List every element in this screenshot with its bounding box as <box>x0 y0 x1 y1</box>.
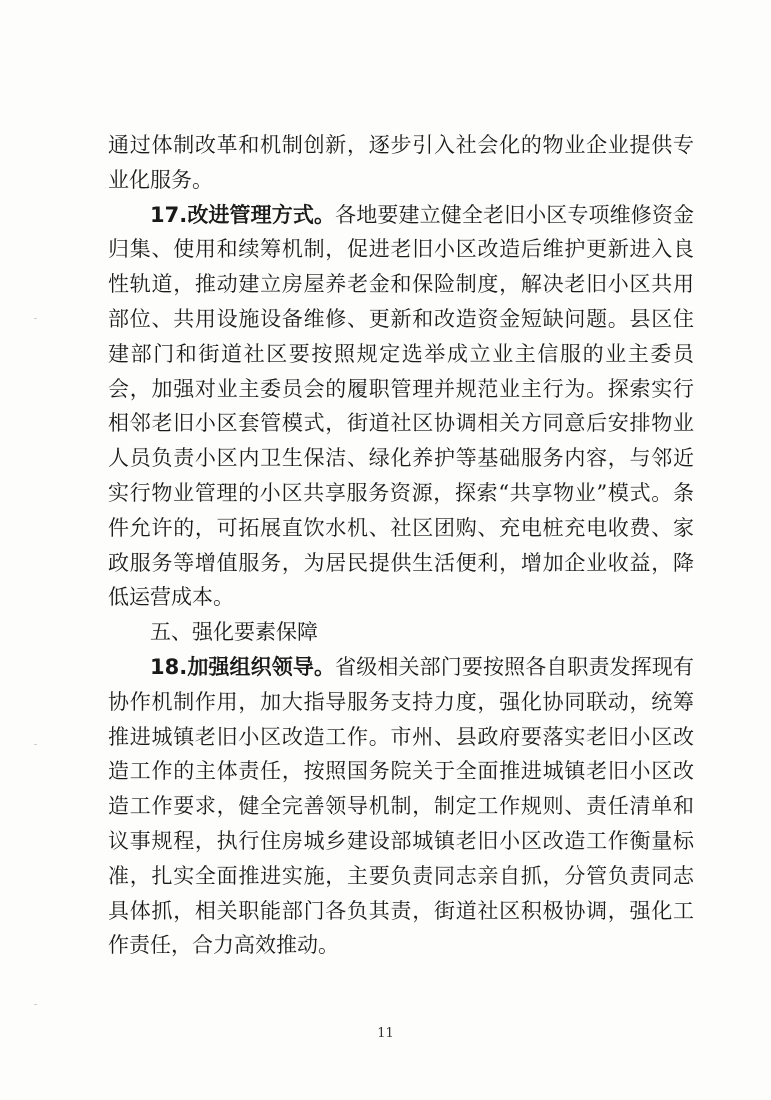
item-18-paragraph <box>108 650 694 963</box>
scan-edge-mark <box>34 318 37 319</box>
section-5-heading: 五、强化要素保障 <box>150 620 318 645</box>
item-18-text: 省级相关部门要按照各自职责发挥现有协作机制作用，加大指导服务支持力度，强化协同联动，统筹推进城镇老旧小区改造工作。市州、县政府要落实老旧小区改造工作的主体责任，按照国务院关于全面推进城镇老旧小区改造工作要求，健全完善领导机制，制定工作规则、责任清单和议事规程，执行住房城乡建设部城镇老旧小区改造工作衡量标准，扎实全面推进实施，主要负责同志亲自抓，分管负责同志具体抓，相关职能部门各负其责，街道社区积极协调，强化工作责任，合力高效推动。 <box>108 654 695 958</box>
document-body <box>108 128 694 963</box>
scan-edge-mark <box>34 1004 37 1005</box>
scan-edge-mark <box>34 744 37 745</box>
item-17-paragraph <box>108 198 694 616</box>
item-17-text: 各地要建立健全老旧小区专项维修资金归集、使用和续筹机制，促进老旧小区改造后维护更新进入良性轨道，推动建立房屋养老金和保险制度，解决老旧小区共用部位、共用设施设备维修、更新和改造资金短缺问题。县区住建部门和街道社区要按照规定选举成立业主信服的业主委员会，加强对业主委员会的履职管理并规范业主行为。探索实行相邻老旧小区套管模式，街道社区协调相关方同意后安排物业人员负责小区内卫生保洁、绿化养护等基础服务内容，与邻近实行物业管理的小区共享服务资源，探索“共享物业”模式。条件允许的，可拓展直饮水机、社区团购、充电桩充电收费、家政服务等增值服务，为居民提供生活便利，增加企业收益，降低运营成本。 <box>108 202 695 610</box>
item-17-heading: 17.改进管理方式。 <box>150 202 336 227</box>
item-18-heading: 18.加强组织领导。 <box>150 654 336 679</box>
continuation-paragraph: 通过体制改革和机制创新，逐步引入社会化的物业企业提供专业化服务。 <box>108 133 694 192</box>
page-number: 11 <box>377 1026 394 1041</box>
